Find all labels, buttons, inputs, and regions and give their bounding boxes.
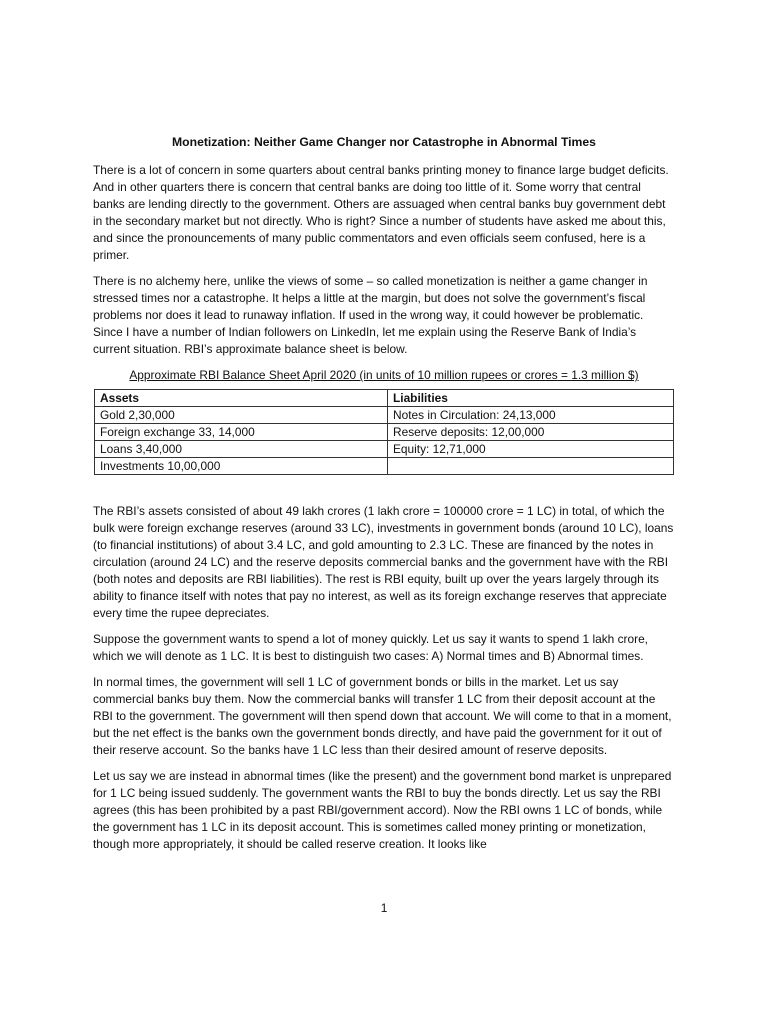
- table-caption: Approximate RBI Balance Sheet April 2020 (in units of 10 million rupees or crores = 1.3 million $): [129, 368, 639, 382]
- table-row: [95, 424, 674, 441]
- body-after-table: [93, 503, 675, 853]
- table-header-assets: Assets: [95, 390, 388, 407]
- balance-sheet-table: [94, 389, 674, 475]
- document-title: Monetization: Neither Game Changer nor Catastrophe in Abnormal Times: [172, 135, 596, 149]
- table-cell: Reserve deposits: 12,00,000: [388, 424, 674, 441]
- page-number: 1: [380, 901, 388, 915]
- paragraph-2: There is no alchemy here, unlike the views of some – so called monetization is neither a game changer in stressed times nor a catastrophe. It helps a little at the margin, but does not solve the government’s fiscal problems nor does it lead to runaway inflation. If used in the wrong way, it could however be problematic. Since I have a number of Indian followers on LinkedIn, let me explain using the Reserve Bank of India’s current situation. RBI’s approximate balance sheet is below.: [93, 274, 648, 356]
- table-cell: Equity: 12,71,000: [388, 441, 674, 458]
- paragraph-1: There is a lot of concern in some quarters about central banks printing money to finance large budget deficits. And in other quarters there is concern that central banks are doing too little of it. Some worry that central banks are lending directly to the government. Others are assuaged when central banks buy government debt in the secondary market but not directly. Who is right? Since a number of students have asked me about this, and since the pronouncements of many public commentators and even officials seem confused, here is a primer.: [93, 163, 669, 262]
- paragraph-6: Let us say we are instead in abnormal times (like the present) and the government bond market is unprepared for 1 LC being issued suddenly. The government wants the RBI to buy the bonds directly. Let us say the RBI agrees (this has been prohibited by a past RBI/government accord). Now the RBI owns 1 LC of bonds, while the government has 1 LC in its deposit account. This is sometimes called money printing or monetization, though more appropriately, it should be called reserve creation. It looks like: [93, 769, 672, 851]
- table-cell: [388, 458, 674, 475]
- table-header-row: [95, 390, 674, 407]
- paragraph-3: The RBI’s assets consisted of about 49 lakh crores (1 lakh crore = 100000 crore = 1 LC) in total, of which the bulk were foreign exchange reserves (around 33 LC), investments in government bonds (around 10 LC), loans (to financial institutions) of about 3.4 LC, and gold amounting to 2.3 LC. These are financed by the notes in circulation (around 24 LC) and the reserve deposits commercial banks and the government have with the RBI (both notes and deposits are RBI liabilities). The rest is RBI equity, built up over the years largely through its ability to finance itself with notes that pay no interest, as well as its foreign exchange reserves that appreciate every time the rupee depreciates.: [93, 504, 674, 620]
- table-cell: Gold 2,30,000: [95, 407, 388, 424]
- table-header-liabilities: Liabilities: [388, 390, 674, 407]
- paragraph-5: In normal times, the government will sell 1 LC of government bonds or bills in the market. Let us say commercial banks buy them. Now the commercial banks will transfer 1 LC from their deposit account at the RBI to the government. The government will then spend down that account. We will come to that in a moment, but the net effect is the banks own the government bonds directly, and have paid the government for it out of their reserve account. So the banks have 1 LC less than their desired amount of reserve deposits.: [93, 675, 672, 757]
- table-cell: Foreign exchange 33, 14,000: [95, 424, 388, 441]
- paragraph-4: Suppose the government wants to spend a lot of money quickly. Let us say it wants to spend 1 lakh crore, which we will denote as 1 LC. It is best to distinguish two cases: A) Normal times and B) Abnormal times.: [93, 632, 648, 663]
- table-row: [95, 458, 674, 475]
- table-cell: Notes in Circulation: 24,13,000: [388, 407, 674, 424]
- table-cell: Loans 3,40,000: [95, 441, 388, 458]
- table-row: [95, 407, 674, 424]
- table-cell: Investments 10,00,000: [95, 458, 388, 475]
- page-content: [93, 134, 675, 862]
- table-row: [95, 441, 674, 458]
